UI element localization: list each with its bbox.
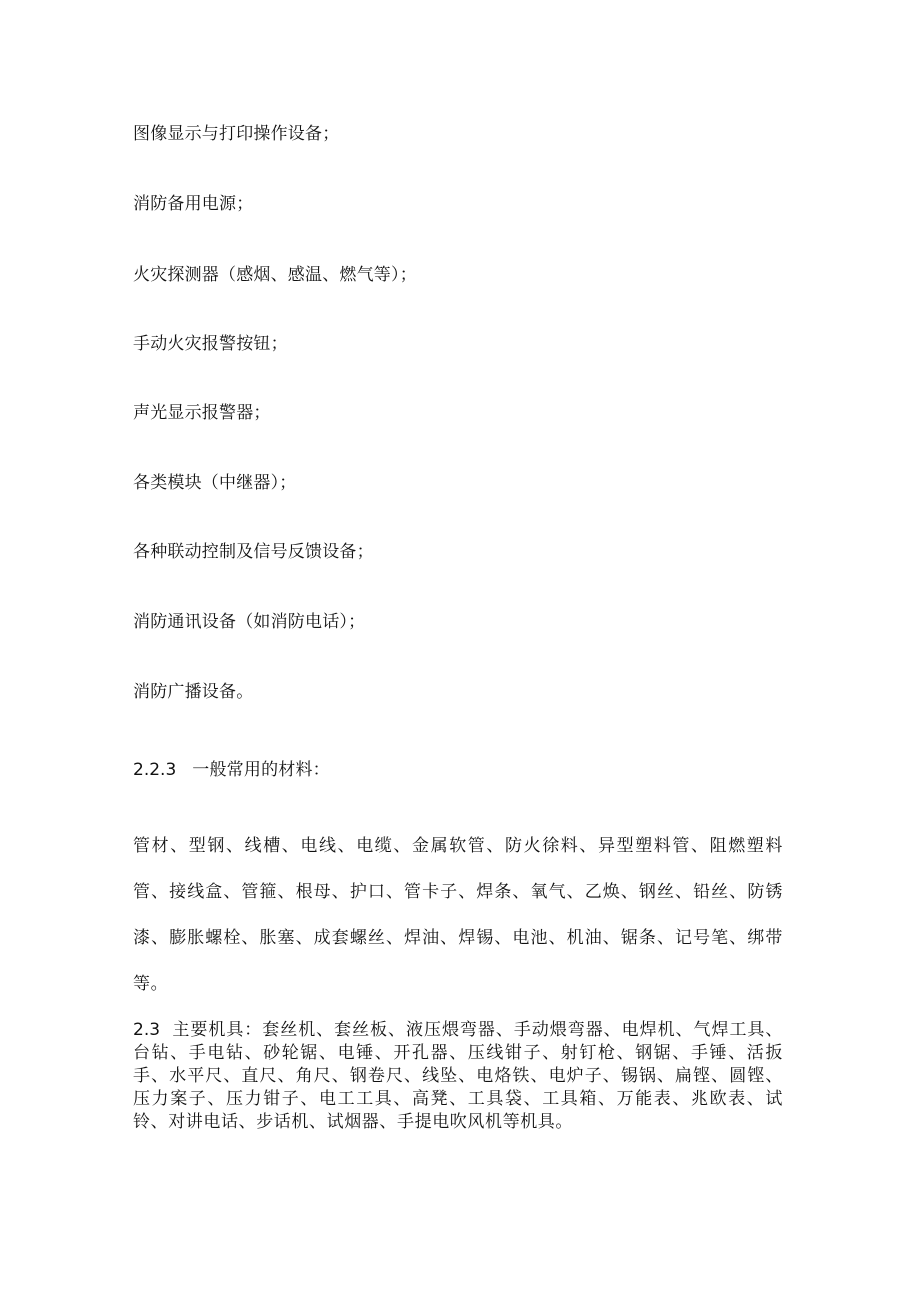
section-23-number: 2.3 <box>133 1020 161 1040</box>
equipment-item-display-print: 图像显示与打印操作设备； <box>133 124 340 144</box>
equipment-item-fire-telephone: 消防通讯设备（如消防电话）； <box>133 612 366 632</box>
section-223-number: 2.2.3 <box>133 760 177 780</box>
equipment-item-fire-broadcast: 消防广播设备。 <box>133 682 254 702</box>
section-223-title: 一般常用的材料： <box>192 760 330 780</box>
equipment-item-manual-alarm-button: 手动火灾报警按钮； <box>133 334 288 354</box>
equipment-item-sound-light-alarm: 声光显示报警器； <box>133 403 271 423</box>
equipment-item-fire-detector: 火灾探测器（感烟、感温、燃气等）； <box>133 265 417 285</box>
section-223-heading <box>133 759 330 781</box>
materials-paragraph: 管材、型钢、线槽、电线、电缆、金属软管、防火徐料、异型塑料管、阻燃塑料管、接线盒、管箍、根母、护口、管卡子、焊条、氧气、乙焕、钢丝、铅丝、防锈漆、膨胀螺栓、胀塞、成套螺丝、焊油、焊锡、电池、机油、锯条、记号笔、绑带等。 <box>133 836 783 994</box>
equipment-item-backup-power: 消防备用电源； <box>133 194 254 214</box>
equipment-item-linkage-control: 各种联动控制及信号反馈设备； <box>133 542 374 562</box>
section-23-paragraph <box>133 1019 783 1134</box>
section-23-text: 主要机具：套丝机、套丝板、液压煨弯器、手动煨弯器、电焊机、气焊工具、台钻、手电钻、砂轮锯、电锤、开孔器、压线钳子、射钉枪、钢锯、手锤、活扳手、水平尺、直尺、角尺、钢卷尺、线坠、电烙铁、电炉子、锡锅、扁铿、圆铿、压力案子、压力钳子、电工工具、高凳、工具袋、工具箱、万能表、兆欧表、试铃、对讲电话、步话机、试烟器、手提电吹风机等机具。 <box>133 1020 783 1132</box>
equipment-item-modules: 各类模块（中继器）； <box>133 473 297 493</box>
